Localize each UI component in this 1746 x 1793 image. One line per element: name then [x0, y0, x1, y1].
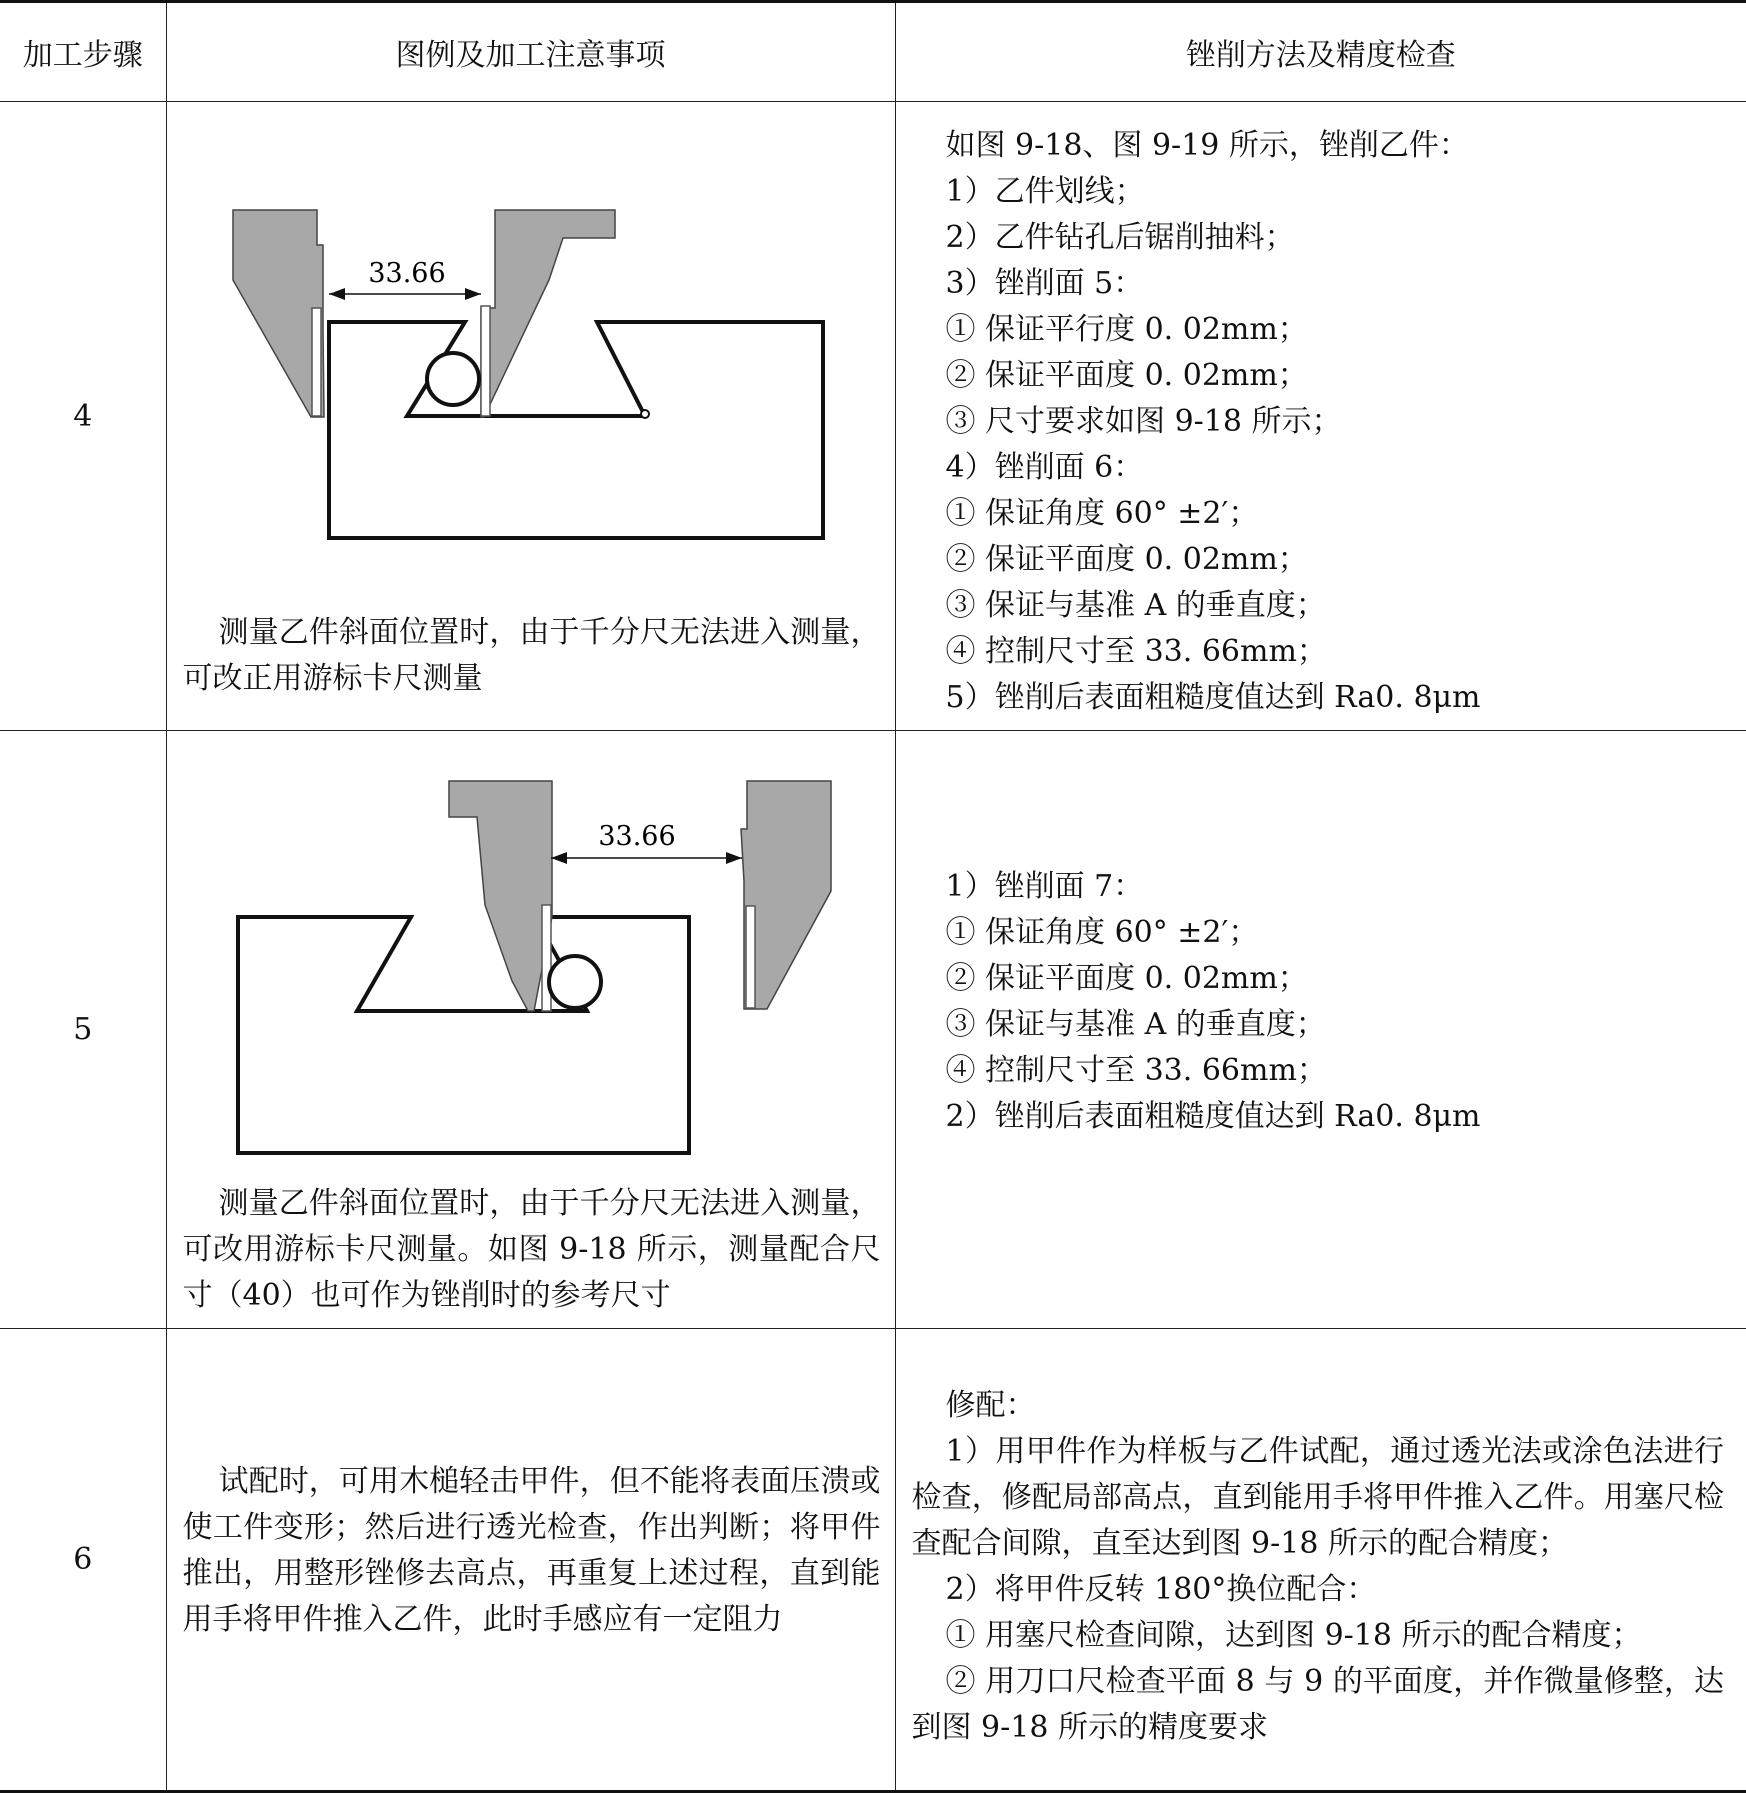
method-line: 1）乙件划线； [945, 174, 1145, 209]
method-line: 4）锉削面 6： [945, 450, 1144, 485]
method-line: ② 保证平面度 0. 02mm； [945, 358, 1308, 393]
header-method: 锉削方法及精度检查 [895, 2, 1746, 102]
method-cell [895, 1329, 1746, 1792]
figure-note: 测量乙件斜面位置时，由于千分尺无法进入测量，可改用游标卡尺测量。如图 9-18 所示，测量配合尺寸（40）也可作为锉削时的参考尺寸 [182, 1185, 881, 1313]
figure-cell [166, 102, 895, 731]
dimension-label: 33.66 [367, 258, 446, 289]
method-line: ① 用塞尺检查间隙，达到图 9-18 所示的配合精度； [945, 1617, 1642, 1653]
figure-note: 测量乙件斜面位置时，由于千分尺无法进入测量，可改正用游标卡尺测量 [182, 615, 881, 696]
method-line: ④ 控制尺寸至 33. 66mm； [945, 634, 1327, 669]
caliper-diagram-1 [167, 130, 894, 610]
header-step: 加工步骤 [0, 2, 166, 102]
method-line: ④ 控制尺寸至 33. 66mm； [945, 1052, 1327, 1088]
method-line: 2）锉削后表面粗糙度值达到 Ra0. 8μm [945, 1098, 1481, 1134]
table-row-step-5 [0, 731, 1746, 1329]
method-line: 修配： [945, 1387, 1036, 1423]
caliper-diagram-2 [167, 741, 894, 1181]
dimension-label: 33.66 [597, 820, 676, 852]
method-line: 2）乙件钻孔后锯削抽料； [945, 220, 1295, 255]
method-line: 2）将甲件反转 180°换位配合： [945, 1571, 1377, 1607]
step-number: 4 [0, 102, 166, 731]
method-line: ② 保证平面度 0. 02mm； [945, 960, 1308, 996]
figure-cell [166, 731, 895, 1329]
method-cell [895, 102, 1746, 731]
method-line: 1）锉削面 7： [945, 868, 1144, 904]
method-line: 5）锉削后表面粗糙度值达到 Ra0. 8μm [945, 680, 1481, 715]
method-line: ② 保证平面度 0. 02mm； [945, 542, 1308, 577]
method-line: ① 保证角度 60° ±2′； [945, 914, 1259, 950]
figure-note: 试配时，可用木槌轻击甲件，但不能将表面压溃或使工件变形；然后进行透光检查，作出判断；将甲件推出，用整形锉修去高点，再重复上述过程，直到能用手将甲件推入乙件，此时手感应有一定阻力 [182, 1463, 881, 1637]
method-line: ③ 保证与基准 A 的垂直度； [945, 1006, 1326, 1042]
method-line: ③ 尺寸要求如图 9-18 所示； [945, 404, 1342, 439]
header-row [0, 2, 1746, 102]
header-figure: 图例及加工注意事项 [166, 2, 895, 102]
method-paragraph: 1）用甲件作为样板与乙件试配，通过透光法或涂色法进行检查，修配局部高点，直到能用手将甲件推入乙件。用塞尺检查配合间隙，直至达到图 9-18 所示的配合精度； [911, 1433, 1724, 1561]
method-line: ① 保证平行度 0. 02mm； [945, 312, 1308, 347]
step-number: 5 [0, 731, 166, 1329]
method-paragraph: ② 用刀口尺检查平面 8 与 9 的平面度，并作微量修整，达到图 9-18 所示的精度要求 [911, 1663, 1724, 1745]
table-row-step-6 [0, 1329, 1746, 1792]
method-line: ① 保证角度 60° ±2′； [945, 496, 1259, 531]
table-row-step-4 [0, 102, 1746, 731]
step-number: 6 [0, 1329, 166, 1792]
method-line: ③ 保证与基准 A 的垂直度； [945, 588, 1326, 623]
method-cell [895, 731, 1746, 1329]
figure-cell [166, 1329, 895, 1792]
method-line: 3）锉削面 5： [945, 266, 1144, 301]
method-line: 如图 9-18、图 9-19 所示，锉削乙件： [945, 128, 1469, 163]
